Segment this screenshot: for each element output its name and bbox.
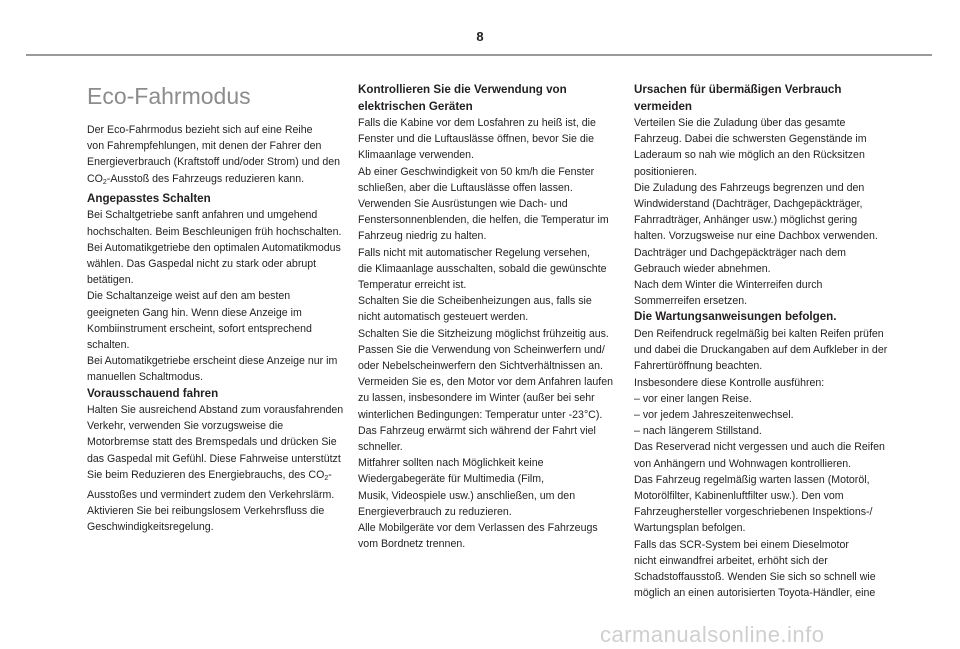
body-line: Sommerreifen ersetzen. <box>634 295 748 308</box>
heading-vorausschauend-fahren: Vorausschauend fahren <box>87 386 219 400</box>
wartung-paragraph <box>634 326 894 601</box>
body-line: Das Reserverad nicht vergessen und auch die Reifen <box>634 441 885 454</box>
body-line: Motorölfilter, Kabinenluftfilter usw.). Den vom <box>634 489 844 502</box>
body-line: Bei Automatikgetriebe den optimalen Automatikmodus <box>87 241 341 254</box>
body-line: Falls nicht mit automatischer Regelung versehen, <box>358 246 590 259</box>
body-line: Motorbremse statt des Bremspedals und drücken Sie <box>87 436 337 449</box>
body-line: Laderaum so nah wie möglich an den Rücksitzen <box>634 149 865 162</box>
body-line: Falls das SCR-System bei einem Dieselmotor <box>634 538 849 551</box>
intro-line: von Fahrempfehlungen, mit denen der Fahrer den <box>87 140 322 153</box>
body-line: Aktivieren Sie bei reibungslosem Verkehrsfluss die <box>87 505 325 518</box>
body-line: Die Schaltanzeige weist auf den am besten <box>87 290 291 303</box>
intro-paragraph <box>87 122 349 191</box>
body-line: Fahrzeug. Dabei die schwersten Gegenstände im <box>634 133 867 146</box>
intro-line: Energieverbrauch (Kraftstoff und/oder Strom) und den <box>87 156 341 169</box>
body-line: Nach dem Winter die Winterreifen durch <box>634 279 823 292</box>
body-line: möglich an einen autorisierten Toyota-Händler, eine <box>634 587 876 600</box>
body-line: Insbesondere diese Kontrolle ausführen: <box>634 376 825 389</box>
body-line: Das Fahrzeug erwärmt sich während der Fahrt viel <box>358 424 596 437</box>
body-line: Kombiinstrument erscheint, sofort entsprechend <box>87 322 312 335</box>
body-line: halten. Vorzugsweise nur eine Dachbox verwenden. <box>634 230 878 243</box>
fahren-co2-line <box>87 467 349 487</box>
body-line: Schalten Sie die Scheibenheizungen aus, falls sie <box>358 295 592 308</box>
heading-wartungsanweisungen: Die Wartungsanweisungen befolgen. <box>634 310 837 324</box>
body-line: und dabei die Druckangaben auf dem Aufkleber in der <box>634 344 888 357</box>
body-line: geeigneten Gang hin. Wenn diese Anzeige im <box>87 306 302 319</box>
body-line: Wartungsplan befolgen. <box>634 522 746 535</box>
heading-line: vermeiden <box>634 99 692 113</box>
body-line: zu lassen, insbesondere im Winter (außer bei sehr <box>358 392 595 405</box>
co2-subscript: 2 <box>102 178 107 186</box>
body-line: Gebrauch wieder abnehmen. <box>634 262 771 275</box>
body-line: Verkehr, verwenden Sie vorzugsweise die <box>87 420 284 433</box>
body-line: Falls die Kabine vor dem Losfahren zu heiß ist, die <box>358 117 596 129</box>
intro-line-end: -Ausstoß des Fahrzeugs reduzieren kann. <box>106 172 305 185</box>
intro-line: Der Eco-Fahrmodus bezieht sich auf eine Reihe <box>87 124 313 136</box>
body-line: Dachträger und Dachgepäckträger nach dem <box>634 246 846 259</box>
list-item: – nach längerem Stillstand. <box>634 425 762 438</box>
co2-subscript: 2 <box>324 474 329 482</box>
body-line: Temperatur erreicht ist. <box>358 279 467 292</box>
schalten-paragraph <box>87 207 349 385</box>
body-line: wählen. Das Gaspedal nicht zu stark oder abrupt <box>87 257 317 270</box>
intro-co2-line <box>87 171 349 191</box>
body-line: hochschalten. Beim Beschleunigen früh hochschalten. <box>87 225 342 238</box>
body-line: von Anhängern und Wohnwagen kontrollieren. <box>634 457 852 470</box>
body-line: Schadstoffausstoß. Wenden Sie sich so schnell wie <box>634 570 876 583</box>
body-line: Verwenden Sie Ausrüstungen wie Dach- und <box>358 198 568 211</box>
body-line: Bei Schaltgetriebe sanft anfahren und umgehend <box>87 209 318 222</box>
fahren-paragraph <box>87 402 349 536</box>
watermark: carmanualsonline.info <box>600 622 825 647</box>
heading-uebermaessiger-verbrauch <box>634 82 894 115</box>
body-line: manuellen Schaltmodus. <box>87 371 204 384</box>
body-line: betätigen. <box>87 274 134 287</box>
heading-angepasstes-schalten: Angepasstes Schalten <box>87 191 211 205</box>
body-line: Alle Mobilgeräte vor dem Verlassen des Fahrzeugs <box>358 522 598 535</box>
body-line: Fenstersonnenblenden, die helfen, die Temperatur im <box>358 214 609 227</box>
verbrauch-paragraph <box>634 115 894 309</box>
body-line: Fahrradträger, Anhänger usw.) möglichst gering <box>634 214 858 227</box>
body-line: Halten Sie ausreichend Abstand zum vorausfahrenden <box>87 404 344 417</box>
body-line: nicht einwandfrei arbeitet, erhöht sich der <box>634 554 828 567</box>
co2-text: Sie beim Reduzieren des Energiebrauchs, des CO <box>87 468 325 481</box>
body-line: Musik, Videospiele usw.) anschließen, um den <box>358 489 576 502</box>
heading-line: elektrischen Geräten <box>358 99 473 113</box>
body-line: schneller. <box>358 441 403 454</box>
body-line: Fahrzeughersteller vorgeschriebenen Inspektions-/ <box>634 506 873 519</box>
body-line: positionieren. <box>634 165 698 178</box>
body-line: Verteilen Sie die Zuladung über das gesamte <box>634 117 846 129</box>
list-item: – vor einer langen Reise. <box>634 392 752 405</box>
body-line: die Klimaanlage ausschalten, sobald die gewünschte <box>358 262 607 275</box>
body-line: Mitfahrer sollten nach Möglichkeit keine <box>358 457 544 470</box>
body-line: Das Fahrzeug regelmäßig warten lassen (Motoröl, <box>634 473 870 486</box>
body-line: Fahrzeug niedrig zu halten. <box>358 230 487 243</box>
co2-text: CO <box>87 172 103 185</box>
header-rule <box>26 54 932 56</box>
heading-elektrische-geraete <box>358 82 618 115</box>
hyphen: - <box>328 468 332 481</box>
heading-line: Ursachen für übermäßigen Verbrauch <box>634 83 842 96</box>
heading-line: Kontrollieren Sie die Verwendung von <box>358 83 567 96</box>
page-number: 8 <box>476 29 484 44</box>
page-title: Eco-Fahrmodus <box>87 83 251 109</box>
body-line: Fahrertüröffnung beachten. <box>634 360 763 373</box>
body-line: Klimaanlage verwenden. <box>358 149 475 162</box>
body-line: schließen, aber die Luftauslässe offen lassen. <box>358 181 573 194</box>
column-middle <box>358 82 618 552</box>
geraete-paragraph <box>358 115 618 552</box>
body-line: Windwiderstand (Dachträger, Dachgepäckträger, <box>634 198 863 211</box>
body-line: Ab einer Geschwindigkeit von 50 km/h die Fenster <box>358 165 595 178</box>
body-line: das Gaspedal mit Gefühl. Diese Fahrweise unterstützt <box>87 452 341 465</box>
body-line: Passen Sie die Verwendung von Scheinwerfern und/ <box>358 343 605 356</box>
body-line: Schalten Sie die Sitzheizung möglichst frühzeitig aus. <box>358 327 609 340</box>
body-line: Den Reifendruck regelmäßig bei kalten Reifen prüfen <box>634 327 884 340</box>
body-line: nicht automatisch gesteuert werden. <box>358 311 529 324</box>
body-line: Energieverbrauch zu reduzieren. <box>358 505 512 518</box>
body-line: vom Bordnetz trennen. <box>358 538 466 551</box>
body-line: Ausstoßes und vermindert zudem den Verkehrslärm. <box>87 489 335 502</box>
body-line: Bei Automatikgetriebe erscheint diese Anzeige nur im <box>87 355 338 368</box>
body-line: winterlichen Bedingungen: Temperatur unter -23°C). <box>358 408 603 421</box>
body-line: Vermeiden Sie es, den Motor vor dem Anfahren laufen <box>358 376 613 389</box>
column-right <box>634 82 894 601</box>
list-item: – vor jedem Jahreszeitenwechsel. <box>634 408 794 421</box>
body-line: Fenster und die Luftauslässe öffnen, bevor Sie die <box>358 133 594 146</box>
body-line: Wiedergabegeräte für Multimedia (Film, <box>358 473 545 486</box>
column-left <box>87 82 349 536</box>
body-line: Geschwindigkeitsregelung. <box>87 521 214 534</box>
body-line: schalten. <box>87 338 130 351</box>
body-line: Die Zuladung des Fahrzeugs begrenzen und den <box>634 181 865 194</box>
body-line: oder Nebelscheinwerfern den Sichtverhältnissen an. <box>358 360 603 373</box>
